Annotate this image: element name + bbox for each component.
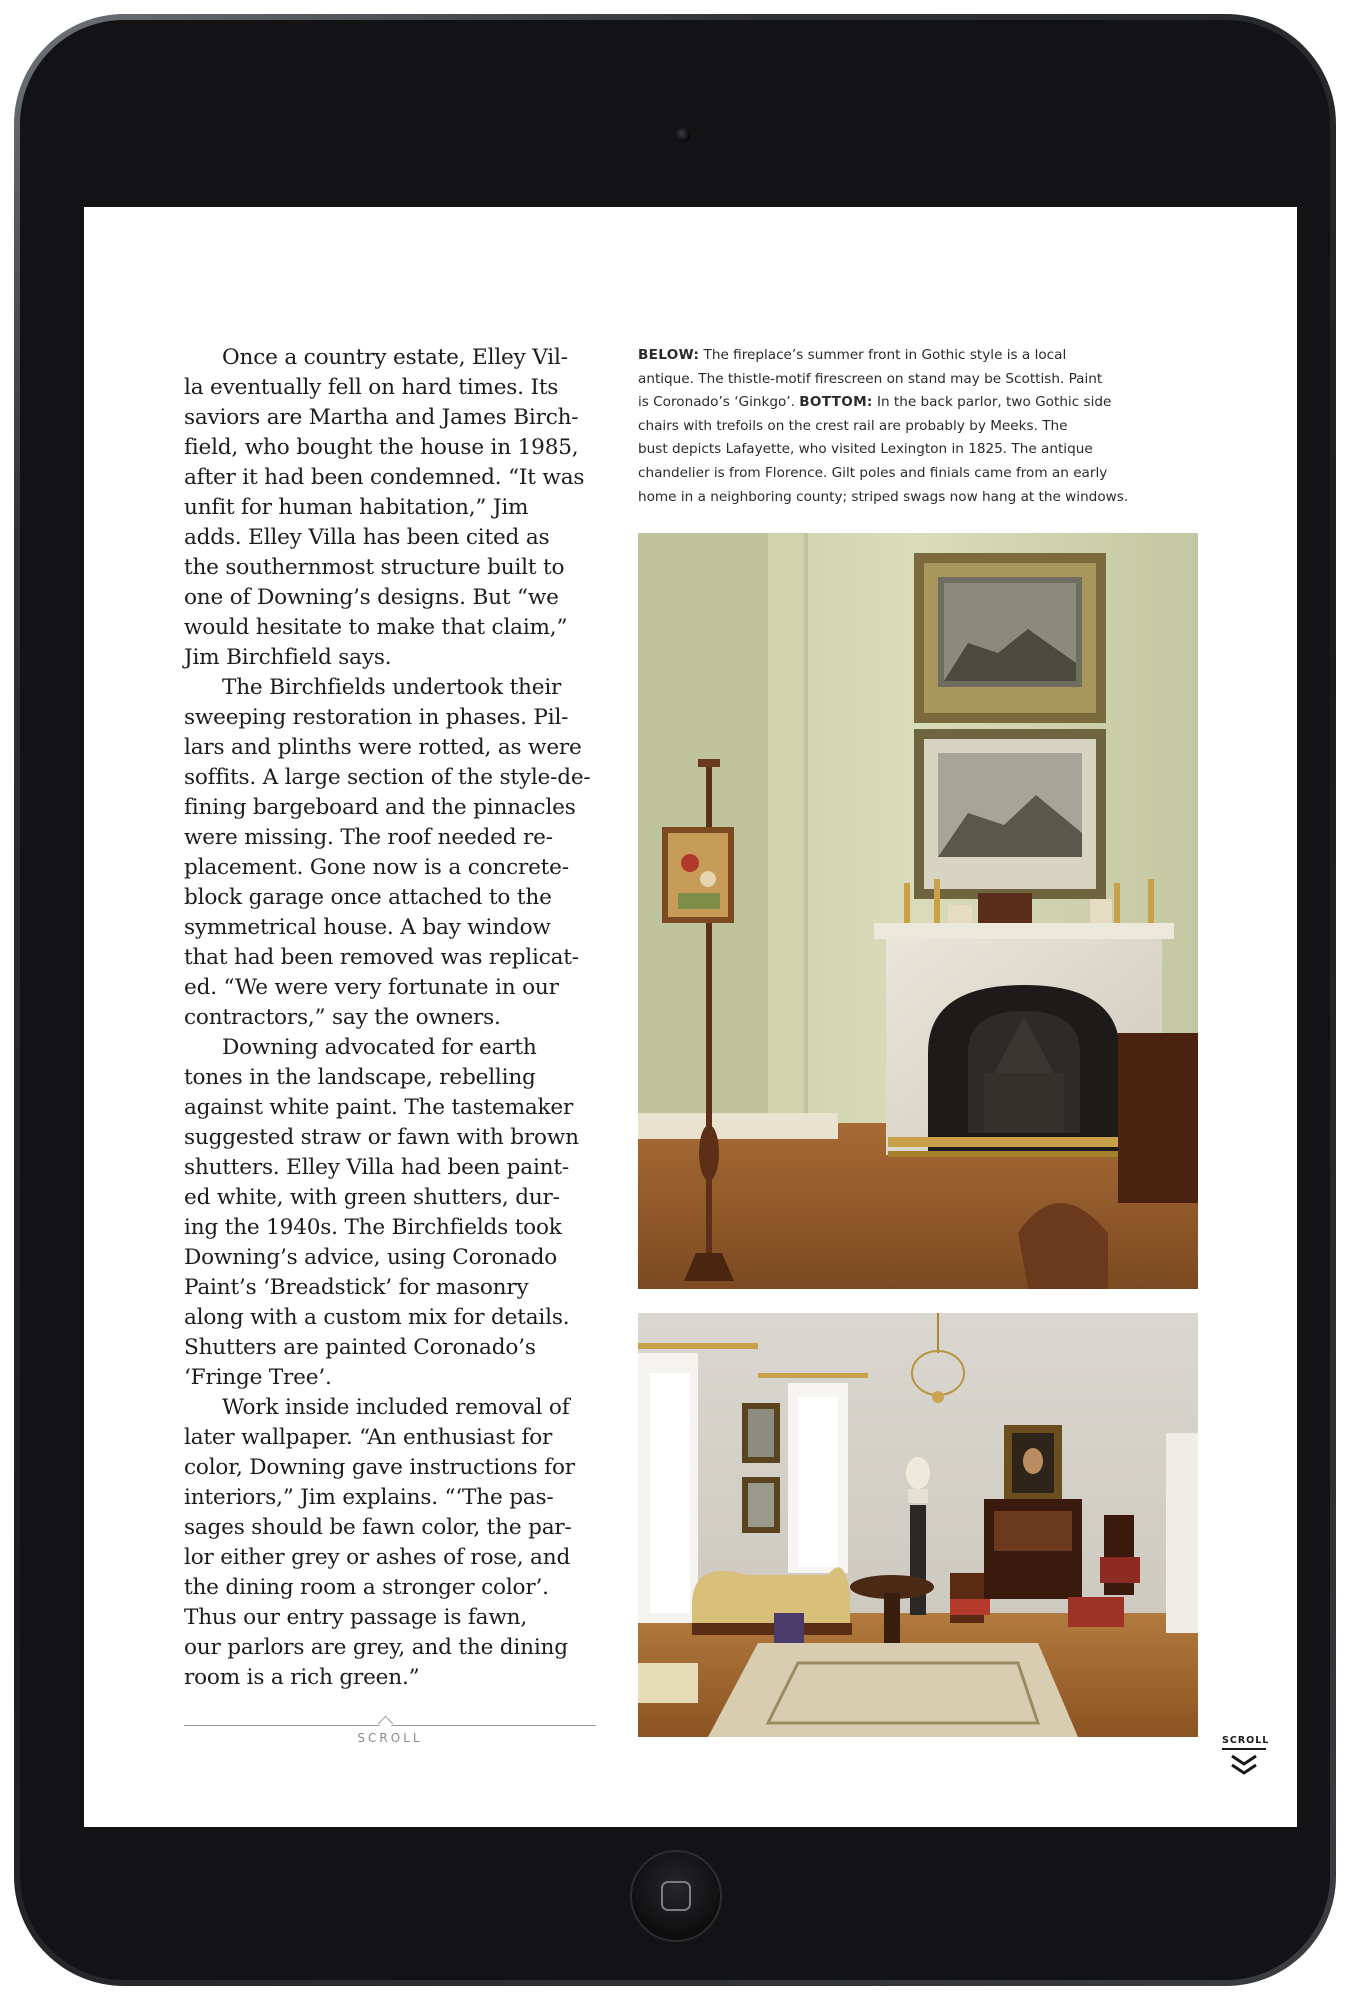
magazine-page[interactable] — [84, 207, 1297, 1827]
parlor-photo — [638, 1313, 1198, 1737]
home-button[interactable] — [630, 1850, 722, 1942]
front-camera — [676, 128, 690, 142]
fireplace-photo — [638, 533, 1198, 1289]
caption-bottom-label: BOTTOM: — [799, 394, 873, 411]
scroll-up-caret-icon — [378, 1716, 394, 1732]
scroll-indicator-right[interactable] — [1222, 1735, 1270, 1785]
scroll-indicator-left[interactable] — [184, 1717, 596, 1747]
caption-below-text: The fireplace’s summer front in Gothic style is a local antique. The thistle-motif firescreen on stand may be Scottish. Paint is Coronado’s ‘Ginkgo’. — [638, 347, 1103, 411]
scroll-label: SCROLL — [1222, 1735, 1266, 1750]
double-chevron-down-icon — [1222, 1750, 1266, 1780]
caption-below-label: BELOW: — [638, 347, 700, 363]
tablet-device — [14, 14, 1336, 1986]
article-paragraph: The Birchfields undertook their sweeping restoration in phases. Pil- lars and plinths were rotted, as were soffits. A large section of the style-de- fining bargeboard and the pinnacles were missing. The roof needed re- placement. Gone now is a concrete- block garage once attached to the symmetrical house. A bay window that had been removed was replicat- ed. “We were very fortunate in our contractors,” say the owners. — [184, 675, 591, 1030]
article-paragraph: Downing advocated for earth tones in the landscape, rebelling against white paint. The tastemaker suggested straw or fawn with brown shutters. Elley Villa had been paint- ed white, with green shutters, dur- ing the 1940s. The Birchfields took Downing’s advice, using Coronado Paint’s ‘Breadstick’ for masonry along with a custom mix for details. Shutters are painted Coronado’s ‘Fringe Tree’. — [184, 1035, 579, 1390]
caption-bottom-text: In the back parlor, two Gothic side chairs with trefoils on the crest rail are probably by Meeks. The bust depicts Lafayette, who visited Lexington in 1825. The antique chandelier is from Florence. Gilt poles and finials came from an early home in a neighboring county; striped swags now hang at the windows. — [638, 394, 1129, 505]
article-body — [184, 343, 598, 1693]
scroll-label: SCROLL — [357, 1731, 423, 1745]
photo-caption — [638, 344, 1208, 509]
article-paragraph: Work inside included removal of later wallpaper. “An enthusiast for color, Downing gave instructions for interiors,” Jim explains. “‘The pas- sages should be fawn color, the par- lor either grey or ashes of rose, and the dining room a stronger color’. Thus our entry passage is fawn, our parlors are grey, and the dining room is a rich green.” — [184, 1395, 575, 1690]
article-paragraph: Once a country estate, Elley Vil- la eventually fell on hard times. Its saviors are Martha and James Birch- field, who bought the house in 1985, after it had been condemned. “It was unfit for human habitation,” Jim adds. Elley Villa has been cited as the southernmost structure built to one of Downing’s designs. But “we would hesitate to make that claim,” Jim Birchfield says. — [184, 345, 585, 670]
home-square-icon — [661, 1881, 691, 1911]
